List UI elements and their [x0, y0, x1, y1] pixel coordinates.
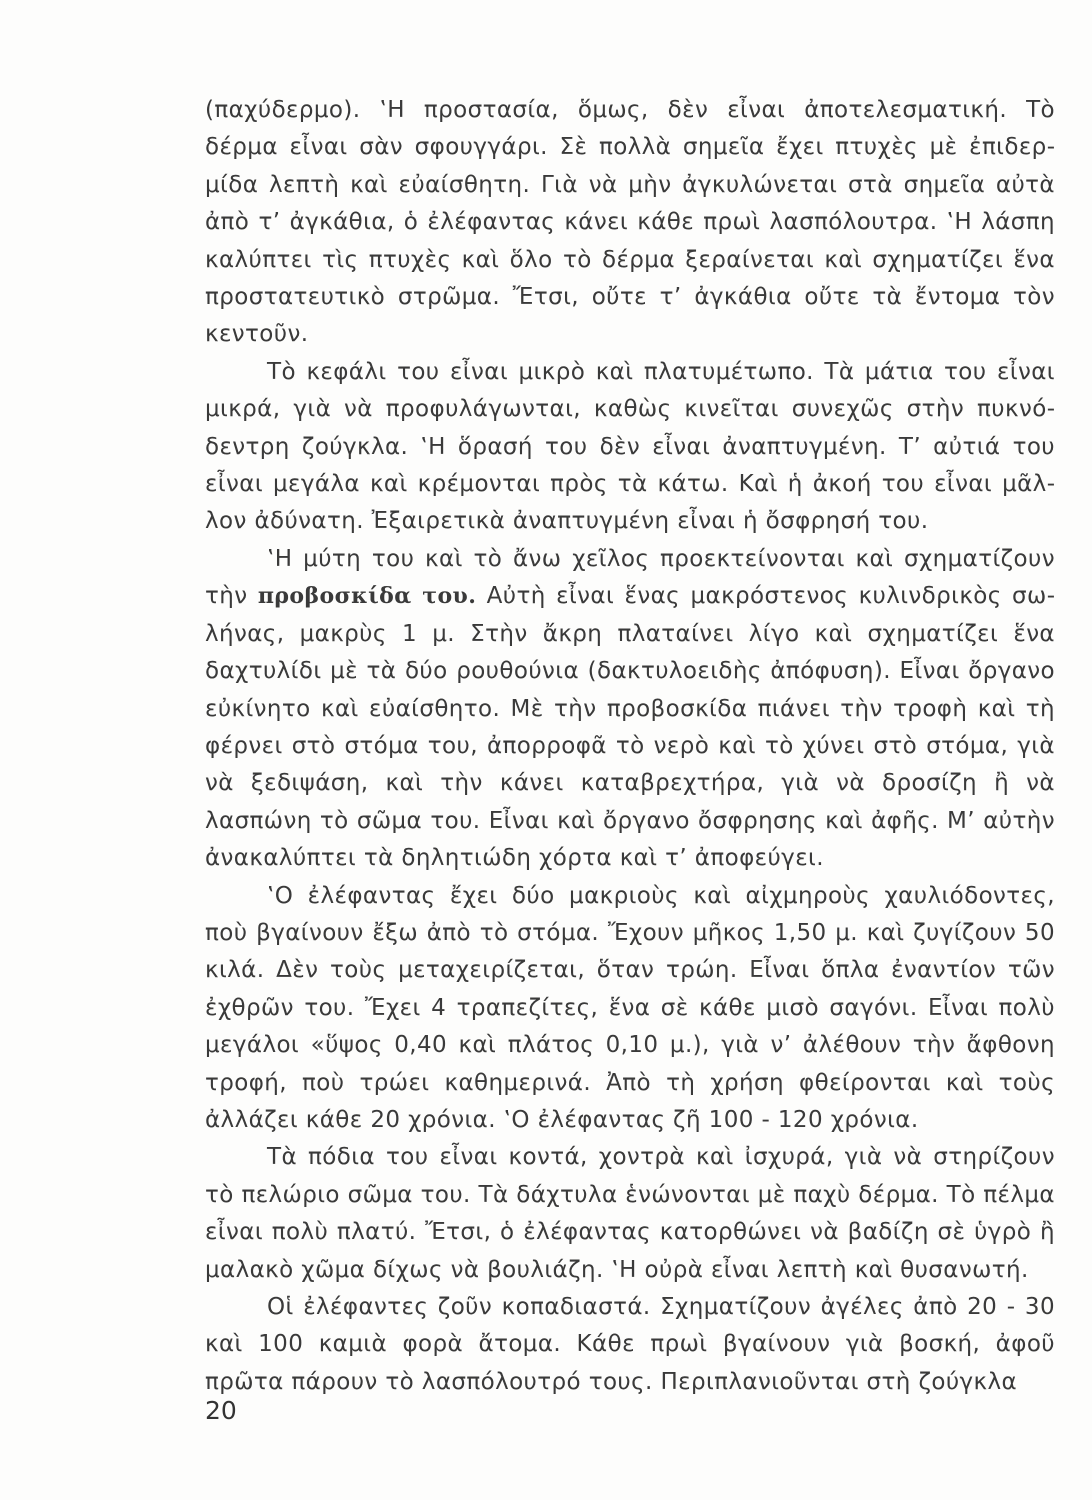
trunk-text-before: ‛Η μύτη του καὶ τὸ ἄνω χεῖλος προεκτείνονται καὶ σχηματίζουν τὴν: [205, 545, 1055, 610]
trunk-term: προβοσκίδα του.: [257, 583, 477, 610]
paragraph-head: Τὸ κεφάλι του εἶναι μικρὸ καὶ πλατυμέτωπο. Τὰ μάτια του εἶναι μικρά, γιὰ νὰ προφυλάγωνται, καθὼς κινεῖται συνεχῶς στὴν πυκνόδεντρη ζούγκλα. ‛Η ὅρασή του δὲν εἶναι ἀναπτυγμένη. Τ’ αὐτιά του εἶναι μεγάλα καὶ κρέμονται πρὸς τὰ κάτω. Καὶ ἡ ἀκοή του εἶναι μᾶλλον ἀδύνατη. Ἐξαιρετικὰ ἀναπτυγμένη εἶναι ἡ ὄσφρησή του.: [205, 358, 1055, 535]
paragraph-tusks: ‛Ο ἐλέφαντας ἔχει δύο μακριοὺς καὶ αἰχμηροὺς χαυλιόδοντες, ποὺ βγαίνουν ἔξω ἀπὸ τὸ στόμα. Ἔχουν μῆκος 1,50 μ. καὶ ζυγίζουν 50 κιλά. Δὲν τοὺς μεταχειρίζεται, ὅταν τρώη. Εἶναι ὅπλα ἐναντίον τῶν ἐχθρῶν του. Ἔχει 4 τραπεζίτες, ἕνα σὲ κάθε μισὸ σαγόνι. Εἶναι πολὺ μεγάλοι «ὕψος 0,40 καὶ πλάτος 0,10 μ.), γιὰ ν’ ἀλέθουν τὴν ἄφθονη τροφή, ποὺ τρώει καθημερινά. Ἀπὸ τὴ χρήση φθείρονται καὶ τοὺς ἀλλάζει κάθε 20 χρόνια. ‛Ο ἐλέφαντας ζῆ 100 - 120 χρόνια.: [205, 882, 1055, 1133]
body-text: [205, 92, 1055, 1401]
paragraph-trunk: [205, 541, 1055, 878]
paragraph-herds: Οἱ ἐλέφαντες ζοῦν κοπαδιαστά. Σχηματίζουν ἀγέλες ἀπὸ 20 - 30 καὶ 100 καμιὰ φορὰ ἄτομα. Κάθε πρωὶ βγαίνουν γιὰ βοσκή, ἀφοῦ πρῶτα πάρουν τὸ λασπόλουτρό τους. Περιπλανιοῦνται στὴ ζούγκλα: [205, 1294, 1055, 1395]
paragraph-legs: Τὰ πόδια του εἶναι κοντά, χοντρὰ καὶ ἰσχυρά, γιὰ νὰ στηρίζουν τὸ πελώριο σῶμα του. Τὰ δάχτυλα ἑνώνονται μὲ παχὺ δέρμα. Τὸ πέλμα εἶναι πολὺ πλατύ. Ἔτσι, ὁ ἐλέφαντας κατορθώνει νὰ βαδίζη σὲ ὑγρὸ ἢ μαλακὸ χῶμα δίχως νὰ βουλιάζη. ‛Η οὐρὰ εἶναι λεπτὴ καὶ θυσανωτή.: [205, 1144, 1055, 1283]
paragraph-skin: (παχύδερμο). ‛Η προστασία, ὅμως, δὲν εἶναι ἀποτελεσματική. Τὸ δέρμα εἶναι σὰν σφουγγάρι. Σὲ πολλὰ σημεῖα ἔχει πτυχὲς μὲ ἐπιδερμίδα λεπτὴ καὶ εὐαίσθητη. Γιὰ νὰ μὴν ἀγκυλώνεται στὰ σημεῖα αὐτὰ ἀπὸ τ’ ἀγκάθια, ὁ ἐλέφαντας κάνει κάθε πρωὶ λασπόλουτρα. ‛Η λάσπη καλύπτει τὶς πτυχὲς καὶ ὅλο τὸ δέρμα ξεραίνεται καὶ σχηματίζει ἕνα προστατευτικὸ στρῶμα. Ἔτσι, οὔτε τ’ ἀγκάθια οὔτε τὰ ἔντομα τὸν κεντοῦν.: [205, 97, 1055, 348]
page-number: 20: [205, 1396, 237, 1425]
trunk-text-after: Αὐτὴ εἶναι ἕνας μακρόστενος κυλινδρικὸς σωλήνας, μακρὺς 1 μ. Στὴν ἄκρη πλαταίνει λίγο καὶ σχηματίζει ἕνα δαχτυλίδι μὲ τὰ δύο ρουθούνια (δακτυλοειδὴς ἀπόφυση). Εἶναι ὄργανο εὐκίνητο καὶ εὐαίσθητο. Μὲ τὴν προβοσκίδα πιάνει τὴν τροφὴ καὶ τὴ φέρνει στὸ στόμα του, ἀπορροφᾶ τὸ νερὸ καὶ τὸ χύνει στὸ στόμα, γιὰ νὰ ξεδιψάση, καὶ τὴν κάνει καταβρεχτήρα, γιὰ νὰ δροσίζη ἢ νὰ λασπώνη τὸ σῶμα του. Εἶναι καὶ ὄργανο ὄσφρησης καὶ ἀφῆς. Μ’ αὐτὴν ἀνακαλύπτει τὰ δηλητιώδη χόρτα καὶ τ’ ἀποφεύγει.: [205, 583, 1056, 872]
